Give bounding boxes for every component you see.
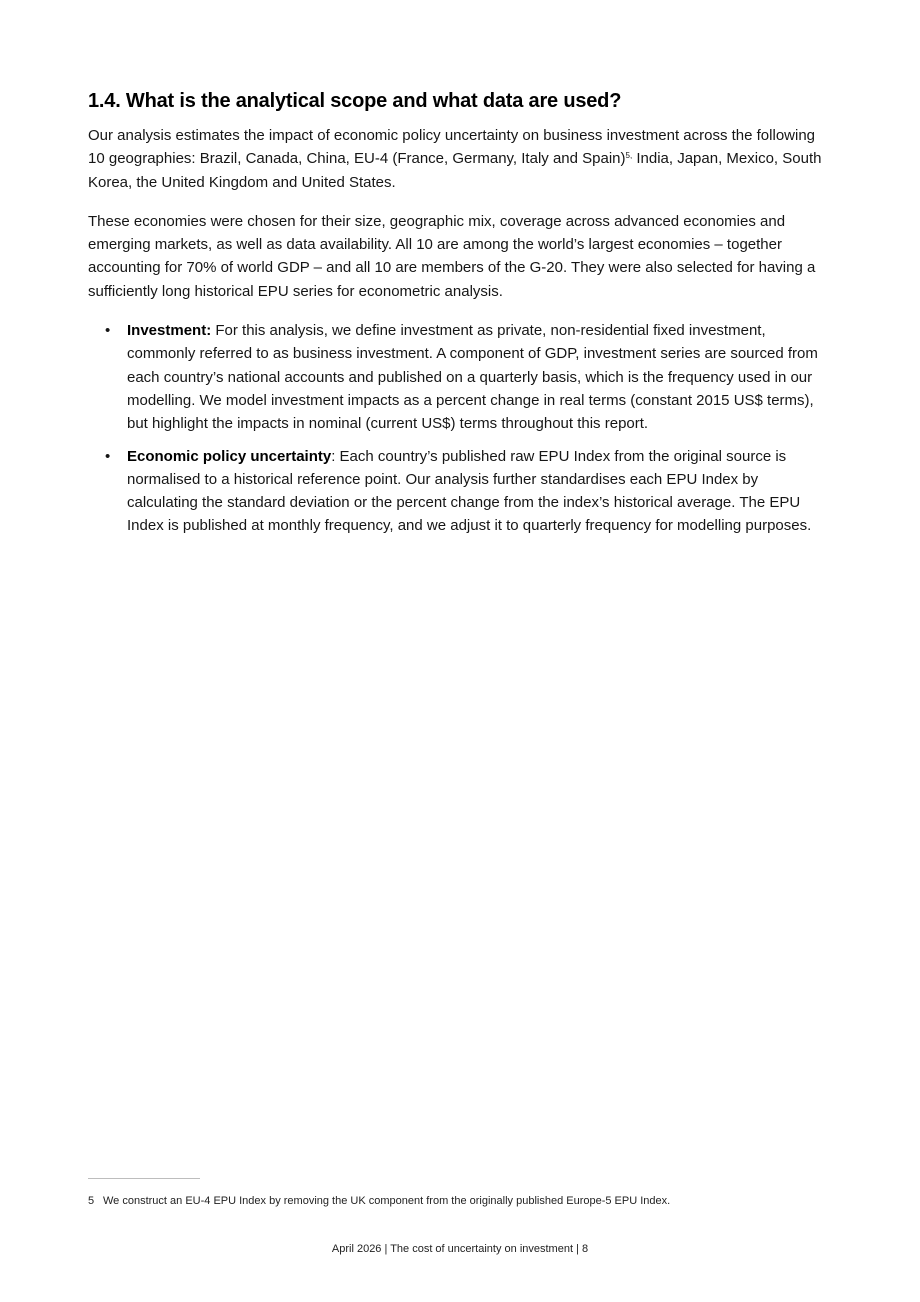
footnote-divider	[88, 1178, 200, 1179]
list-item-investment	[88, 319, 833, 435]
term-investment: Investment:	[127, 322, 212, 340]
main-content	[88, 88, 833, 547]
footnote-reference[interactable]: 5,	[625, 151, 633, 161]
footnote-number: 5	[88, 1195, 95, 1207]
intro-text-continued: India, Japan, Mexico, South Korea, the United Kingdom and United States.	[88, 150, 822, 191]
section-heading: 1.4. What is the analytical scope and what data are used?	[88, 90, 622, 112]
definition-investment: For this analysis, we define investment as private, non-residential fixed investment, commonly referred to as business investment. A component of GDP, investment series are sourced from each country’s national accounts and published on a quarterly basis, which is the frequency used in our modelling. We model investment impacts as a percent change in real terms (constant 2015 US$ terms), but highlight the impacts in nominal (current US$) terms throughout this report.	[127, 322, 818, 433]
footnote	[88, 1193, 848, 1209]
page-footer: April 2026 | The cost of uncertainty on investment | 8	[331, 1243, 589, 1255]
bullet-marker: •	[105, 447, 111, 465]
economies-paragraph: These economies were chosen for their size, geographic mix, coverage across advanced economies and emerging markets, as well as data availability. All 10 are among the world’s largest economies – together accounting for 70% of world GDP – and all 10 are members of the G-20. They were also selected for having a sufficiently long historical EPU series for econometric analysis.	[88, 212, 816, 300]
list-item-epu	[88, 445, 833, 538]
intro-text: Our analysis estimates the impact of economic policy uncertainty on business investment across the following 10 geographies: Brazil, Canada, China, EU-4 (France, Germany, Italy and Spain)	[88, 127, 816, 168]
intro-paragraph	[88, 124, 833, 194]
definitions-list	[88, 319, 833, 538]
footnote-text: We construct an EU-4 EPU Index by removing the UK component from the originally published Europe-5 EPU Index.	[103, 1195, 671, 1207]
definition-economic-policy-uncertainty: : Each country’s published raw EPU Index from the original source is normalised to a historical reference point. Our analysis further standardises each EPU Index by calculating the standard deviation or the percent change from the index’s historical average. The EPU Index is published at monthly frequency, and we adjust it to quarterly frequency for modelling purposes.	[127, 447, 812, 535]
bullet-marker: •	[105, 322, 111, 340]
term-economic-policy-uncertainty: Economic policy uncertainty	[127, 447, 332, 465]
